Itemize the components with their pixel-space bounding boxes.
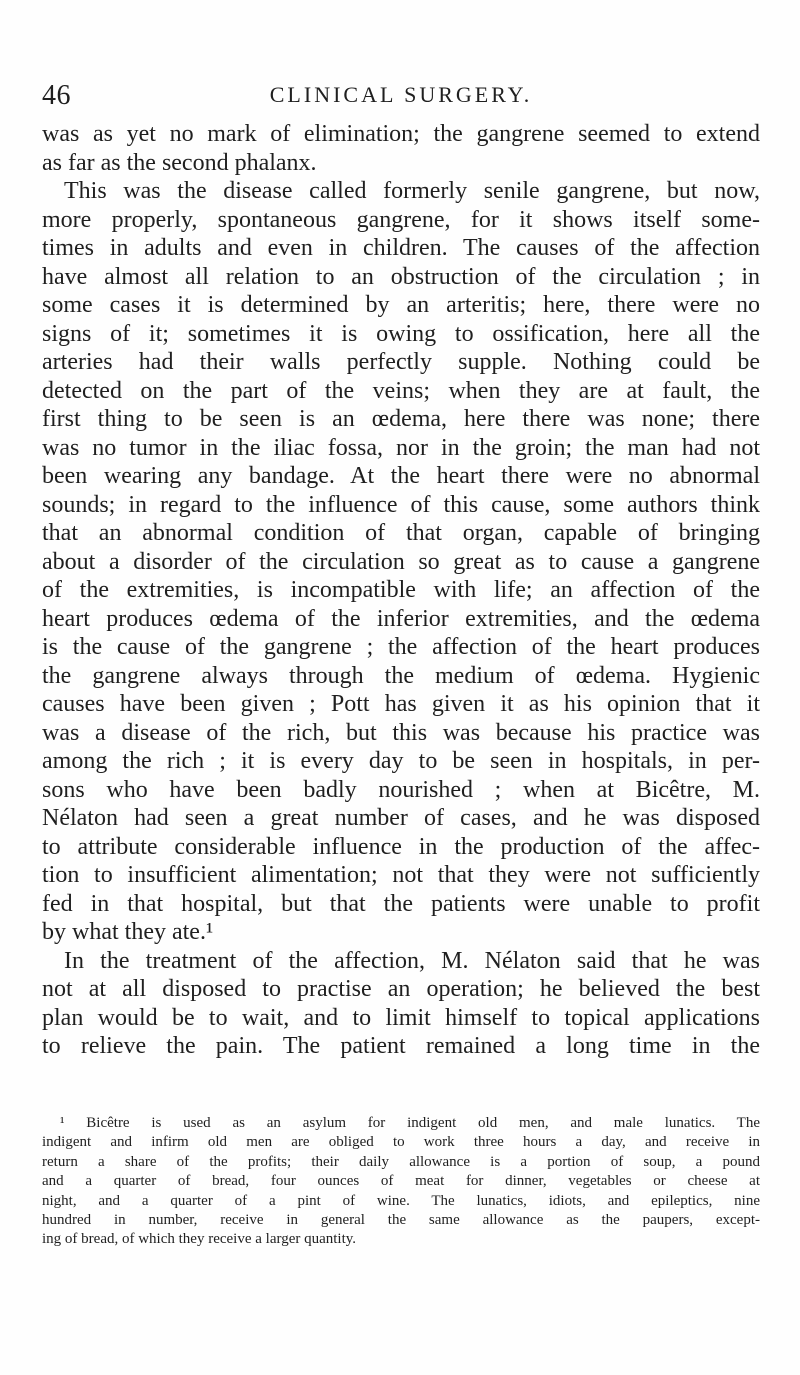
text-line: have almost all relation to an obstruction of the circulation ; in [42, 263, 760, 290]
text-line: is the cause of the gangrene ; the affection of the heart produces [42, 634, 760, 660]
text-line: to attribute considerable influence in the production of the affec- [42, 833, 760, 860]
text-line: by what they ate.¹ [42, 919, 214, 945]
footnote-line: ing of bread, of which they receive a larger quantity. [42, 1231, 357, 1248]
text-line: was a disease of the rich, but this was because his practice was [42, 719, 760, 746]
text-line: as far as the second phalanx. [42, 149, 317, 176]
footnote-line: hundred in number, receive in general the same allowance as the paupers, except- [42, 1211, 760, 1228]
text-line: sounds; in regard to the influence of this cause, some authors think [42, 491, 760, 518]
page-number: 46 [42, 80, 71, 111]
text-line: the gangrene always through the medium of œdema. Hygienic [42, 662, 760, 689]
footnote-line: indigent and infirm old men are obliged to work three hours a day, and receive in [42, 1134, 760, 1151]
running-head: CLINICAL SURGERY. [269, 82, 533, 107]
text-line: plan would be to wait, and to limit himself to topical applications [42, 1004, 760, 1031]
footnote [42, 1114, 760, 1250]
footnote-line: night, and a quarter of a pint of wine. The lunatics, idiots, and epileptics, nine [42, 1192, 760, 1209]
text-line: Nélaton had seen a great number of cases, and he was disposed [42, 805, 760, 831]
footnote-line: ¹ Bicêtre is used as an asylum for indigent old men, and male lunatics. The [60, 1115, 760, 1131]
text-line: that an abnormal condition of that organ, capable of bringing [42, 520, 760, 546]
footnote-line: return a share of the profits; their daily allowance is a portion of soup, a pound [42, 1153, 760, 1170]
text-line: some cases it is determined by an arteritis; here, there were no [42, 292, 760, 318]
page-header [42, 80, 760, 116]
text-line: heart produces œdema of the inferior extremities, and the œdema [42, 605, 760, 632]
text-line: about a disorder of the circulation so great as to cause a gangrene [42, 548, 760, 575]
text-line: signs of it; sometimes it is owing to ossification, here all the [42, 320, 760, 347]
text-line: causes have been given ; Pott has given it as his opinion that it [42, 691, 760, 717]
text-line: among the rich ; it is every day to be seen in hospitals, in per- [42, 748, 760, 774]
text-line: not at all disposed to practise an operation; he believed the best [42, 976, 760, 1002]
text-line: tion to insufficient alimentation; not that they were not sufficiently [42, 862, 760, 888]
text-line: This was the disease called formerly senile gangrene, but now, [64, 178, 760, 204]
text-line: been wearing any bandage. At the heart there were no abnormal [42, 463, 760, 489]
text-line: times in adults and even in children. The causes of the affection [42, 235, 760, 261]
text-line: more properly, spontaneous gangrene, for it shows itself some- [42, 206, 760, 233]
text-line: first thing to be seen is an œdema, here there was none; there [42, 406, 760, 432]
text-line: was as yet no mark of elimination; the gangrene seemed to extend [42, 121, 760, 147]
text-line: In the treatment of the affection, M. Nélaton said that he was [64, 947, 760, 974]
text-line: arteries had their walls perfectly supple. Nothing could be [42, 349, 760, 375]
text-line: of the extremities, is incompatible with life; an affection of the [42, 577, 760, 603]
text-line: to relieve the pain. The patient remained a long time in the [42, 1033, 760, 1059]
body-text [42, 120, 760, 1061]
text-line: sons who have been badly nourished ; when at Bicêtre, M. [42, 776, 760, 803]
footnote-line: and a quarter of bread, four ounces of meat for dinner, vegetables or cheese at [42, 1173, 760, 1190]
text-line: was no tumor in the iliac fossa, nor in the groin; the man had not [42, 434, 760, 461]
text-line: fed in that hospital, but that the patients were unable to profit [42, 890, 760, 917]
text-line: detected on the part of the veins; when they are at fault, the [42, 377, 760, 404]
